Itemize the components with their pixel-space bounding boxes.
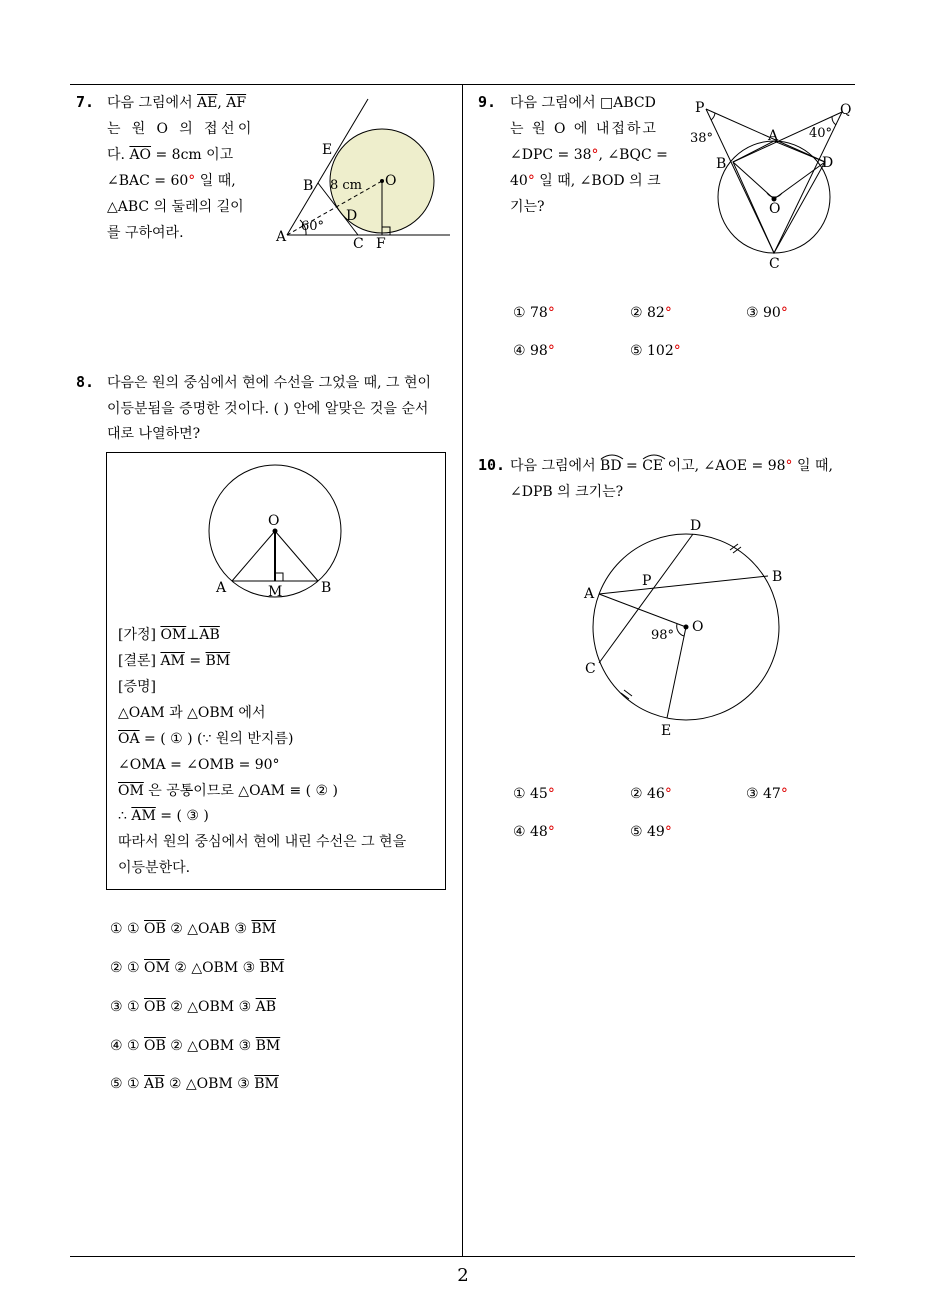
q9-label-c: C <box>769 256 780 272</box>
q10-arc-ce: CE <box>642 456 663 476</box>
q10-label-a: A <box>584 586 595 602</box>
q8-label-m: M <box>268 584 283 600</box>
bottom-rule <box>70 1256 855 1257</box>
q9-label-q: Q <box>840 102 852 118</box>
q9-angle-arc-q <box>832 117 836 125</box>
column-divider <box>462 84 463 1256</box>
q10-label-b: B <box>772 569 783 585</box>
q10-label-d: D <box>690 518 702 534</box>
q10-tick-ce-2 <box>624 690 632 696</box>
q8-right-angle <box>275 573 283 581</box>
q7-line3: 다. $\overline{AO} = 8cm$ 이고 <box>107 147 234 163</box>
q9-line5: 기는? <box>510 199 545 215</box>
q8-given: [가정] $\overline{OM}\perp\overline{AB}$ <box>118 627 220 643</box>
q7-figure <box>272 95 457 255</box>
q9-option-4[interactable]: ④ 98° <box>513 343 555 359</box>
q7-label-o: O <box>385 173 397 189</box>
q8-proof-line5: ∴ $\overline{AM}$ = ( ③ ) <box>118 808 209 824</box>
q10-line1: 다음 그림에서 BD = CE 이고, ∠AOE = 98° 일 때, <box>510 456 833 476</box>
q9-angle-label-q: 40° <box>809 126 833 141</box>
q7-length-label: 8 cm <box>330 178 363 193</box>
q8-option-2[interactable]: ② ① $\overline{OM}$ ② △OBM ③ $\overline{BM}$ <box>110 960 285 976</box>
q8-proof-line1: △OAM 과 △OBM 에서 <box>118 705 266 721</box>
q8-option-4[interactable]: ④ ① $\overline{OB}$ ② △OBM ③ $\overline{BM}$ <box>110 1038 281 1054</box>
q7-center-dot <box>380 179 384 183</box>
q7-label-a: A <box>276 229 287 245</box>
q7-line1: 다음 그림에서 $\overline{AE}$, $\overline{AF}$ <box>107 95 247 111</box>
q9-number: 9. <box>478 93 497 111</box>
q10-tick-ce-1 <box>621 693 629 699</box>
q9-label-p: P <box>695 100 705 116</box>
q10-segment-ao <box>599 594 686 627</box>
q10-number: 10. <box>478 456 506 474</box>
q9-line-pc <box>706 109 774 253</box>
q9-line-pd <box>706 109 825 162</box>
q7-angle-label: 60° <box>301 219 325 234</box>
page-number: 2 <box>457 1265 469 1286</box>
q10-option-5[interactable]: ⑤ 49° <box>630 824 672 840</box>
q9-angle-label-p: 38° <box>690 131 714 146</box>
q8-label-o: O <box>268 513 280 529</box>
q8-conclusion: [결론] $\overline{AM} = \overline{BM}$ <box>118 653 231 669</box>
q8-proof-line4: $\overline{OM}$ 은 공통이므로 △OAM ≡ ( ② ) <box>118 783 339 799</box>
q10-option-1[interactable]: ① 45° <box>513 786 555 802</box>
q9-quadrilateral <box>733 141 825 253</box>
q9-option-1[interactable]: ① 78° <box>513 305 555 321</box>
q8-line2: 이등분됨을 증명한 것이다. ( ) 안에 알맞은 것을 순서 <box>107 401 429 417</box>
q10-option-3[interactable]: ③ 47° <box>746 786 788 802</box>
q10-figure <box>580 515 790 745</box>
q8-number: 8. <box>76 373 95 391</box>
q9-option-2[interactable]: ② 82° <box>630 305 672 321</box>
q9-label-a: A <box>768 128 779 144</box>
q9-label-o: O <box>769 201 781 217</box>
q9-figure <box>690 95 860 275</box>
q8-proof-line3: ∠OMA = ∠OMB = 90° <box>118 757 280 773</box>
q10-label-e: E <box>661 723 672 739</box>
q9-label-b: B <box>716 156 727 172</box>
q8-line3: 대로 나열하면? <box>107 426 201 442</box>
q8-segment-oa <box>232 531 275 581</box>
q9-line3: ∠DPC = 38°, ∠BQC = <box>510 147 668 163</box>
q8-option-1[interactable]: ① ① $\overline{OB}$ ② △OAB ③ $\overline{BM}$ <box>110 921 277 937</box>
q7-line6: 를 구하여라. <box>107 225 184 241</box>
q10-label-c: C <box>585 661 596 677</box>
q7-label-c: C <box>353 236 364 252</box>
q10-angle-label: 98° <box>651 628 675 643</box>
q7-label-d: D <box>346 208 358 224</box>
q8-proof-line2: $\overline{OA}$ = ( ① ) (∵ 원의 반지름) <box>118 731 294 747</box>
q7-line2: 는 원 O 의 접선이 <box>107 121 255 137</box>
q8-proof-line7: 이등분한다. <box>118 860 191 876</box>
q9-line2: 는 원 O 에 내접하고 <box>510 121 658 137</box>
q8-figure <box>200 460 350 605</box>
q7-number: 7. <box>76 93 95 111</box>
q8-center-dot <box>273 529 278 534</box>
q9-label-d: D <box>822 155 834 171</box>
q8-proof-line6: 따라서 원의 중심에서 현에 내린 수선은 그 현을 <box>118 834 407 850</box>
q9-line1: 다음 그림에서 □ABCD <box>510 95 656 111</box>
q10-arc-bd: BD <box>600 456 622 476</box>
q8-option-3[interactable]: ③ ① $\overline{OB}$ ② △OBM ③ $\overline{AB}$ <box>110 999 277 1015</box>
q7-line4: ∠BAC = 60° 일 때, <box>107 173 236 189</box>
q9-option-5[interactable]: ⑤ 102° <box>630 343 681 359</box>
q9-line4: 40° 일 때, ∠BOD 의 크 <box>510 173 661 189</box>
q10-line2: ∠DPB 의 크기는? <box>510 484 624 500</box>
q10-label-p: P <box>642 573 652 589</box>
q10-option-4[interactable]: ④ 48° <box>513 824 555 840</box>
q8-option-5[interactable]: ⑤ ① $\overline{AB}$ ② △OBM ③ $\overline{BM}$ <box>110 1076 279 1092</box>
q8-proof-label: [증명] <box>118 679 156 695</box>
q10-center-dot <box>684 625 689 630</box>
q10-label-o: O <box>692 619 704 635</box>
q7-label-b: B <box>303 178 314 194</box>
q10-option-2[interactable]: ② 46° <box>630 786 672 802</box>
q9-option-3[interactable]: ③ 90° <box>746 305 788 321</box>
q9-angle-arc-o <box>767 193 782 197</box>
q7-line5: △ABC 의 둘레의 길이 <box>107 199 244 215</box>
q8-line1: 다음은 원의 중심에서 현에 수선을 그었을 때, 그 현이 <box>107 375 432 391</box>
q10-chord-dc <box>599 534 693 663</box>
q10-chord-ab <box>599 576 768 594</box>
q8-label-b: B <box>321 580 332 596</box>
q7-label-f: F <box>376 236 386 252</box>
q7-label-e: E <box>322 142 333 158</box>
q9-angle-arc-p <box>711 113 715 120</box>
q8-label-a: A <box>216 580 227 596</box>
